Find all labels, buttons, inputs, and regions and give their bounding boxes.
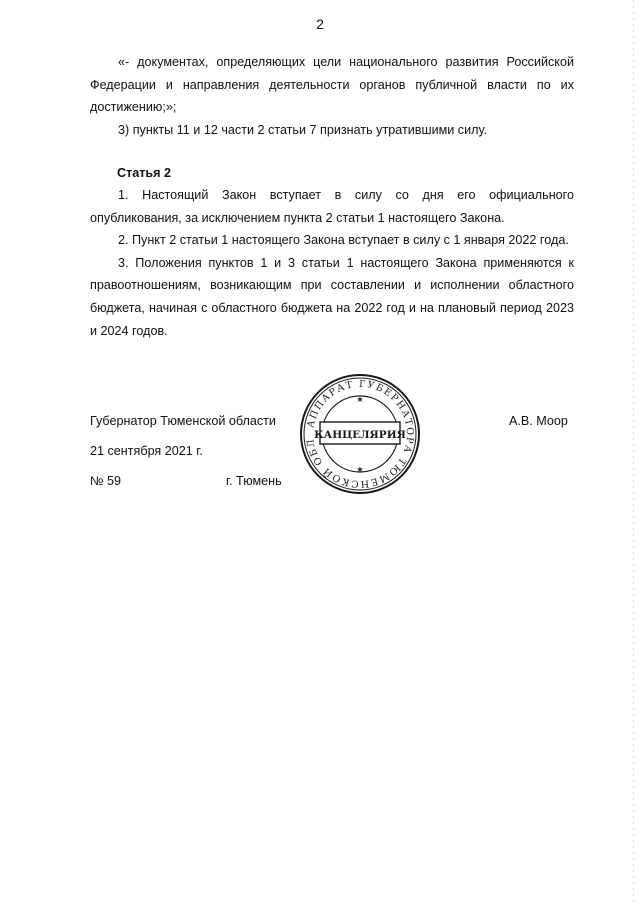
stamp-seal-icon — [298, 372, 422, 496]
amendment-text-block — [90, 51, 574, 141]
signatory-name: А.В. Моор — [509, 414, 568, 428]
paragraph-article-2-item-3: 3. Положения пунктов 1 и 3 статьи 1 настоящего Закона применяются к правоотношениям, возникающим при составлении и исполнении областного бюджета, начиная с областного бюджета на 2022 год и на плановый период 2023 и 2024 годов. — [90, 255, 574, 338]
page-number: 2 — [316, 16, 324, 32]
paragraph-amendment-quote: «- документах, определяющих цели национального развития Российской Федерации и направления деятельности органов публичной власти по их достижению;»; — [90, 55, 574, 115]
signing-date: 21 сентября 2021 г. — [90, 444, 203, 458]
law-number: № 59 — [90, 474, 122, 488]
signatory-position: Губернатор Тюменской области — [90, 414, 276, 428]
paragraph-article-2-item-2: 2. Пункт 2 статьи 1 настоящего Закона вступает в силу с 1 января 2022 года. — [118, 233, 569, 248]
article-2-text-block — [90, 184, 574, 342]
scan-edge-artifact — [633, 0, 634, 905]
svg-text:КАНЦЕЛЯРИЯ: КАНЦЕЛЯРИЯ — [314, 429, 406, 441]
paragraph-repeal-clause: 3) пункты 11 и 12 части 2 статьи 7 признать утратившими силу. — [118, 122, 488, 137]
svg-text:★: ★ — [356, 465, 364, 474]
paragraph-article-2-item-1: 1. Настоящий Закон вступает в силу со дня его официального опубликования, за исключением пункта 2 статьи 1 настоящего Закона. — [90, 188, 574, 225]
office-stamp — [298, 372, 422, 496]
article-heading: Статья 2 — [117, 166, 172, 180]
signing-city: г. Тюмень — [226, 474, 282, 488]
svg-text:АППАРАТ ГУБЕРНАТОРА ТЮМЕНСКОЙ: АППАРАТ ГУБЕРНАТОРА ТЮМЕНСКОЙ ОБЛ — [305, 378, 416, 490]
svg-text:★: ★ — [356, 395, 364, 404]
